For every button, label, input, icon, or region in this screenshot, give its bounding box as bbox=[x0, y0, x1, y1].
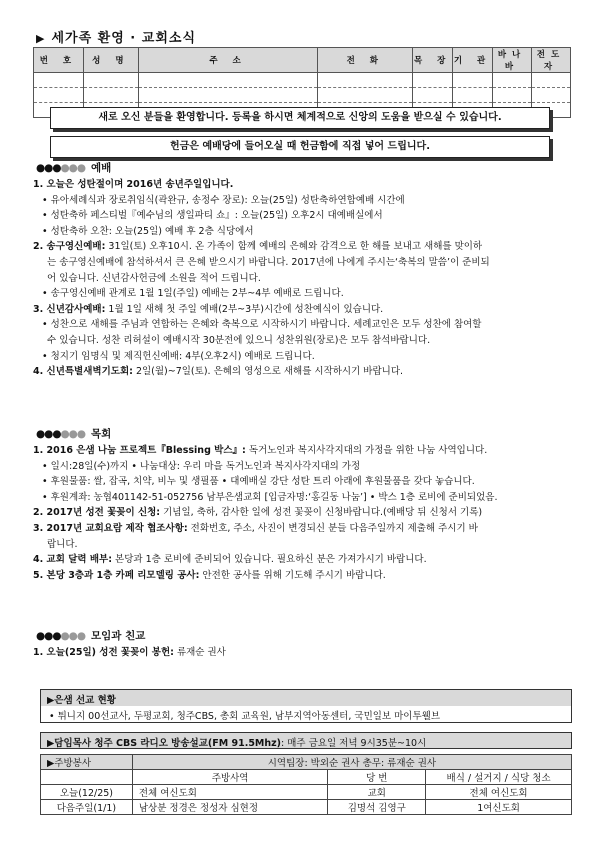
list-item: 1. 오늘(25일) 성전 꽃꽂이 봉헌: 류재순 권사 bbox=[33, 647, 226, 658]
list-item: • 후원계좌: 농협401142-51-052756 남부은샘교회 [입금자명:‘홍길동 나눔’] • 박스 1층 로비에 준비되었음. bbox=[42, 491, 498, 503]
radio-value: : 매주 금요일 저녁 9시35분~10시 bbox=[281, 738, 427, 749]
dots-icon: ●●●●●● bbox=[36, 162, 85, 174]
row-date: 다음주일(1/1) bbox=[41, 800, 133, 815]
registration-blank-cell bbox=[493, 73, 532, 88]
column-serve: 배식 / 설거지 / 식당 청소 bbox=[426, 770, 572, 785]
registration-column-header: 전도자 bbox=[532, 48, 571, 73]
fellowship-list bbox=[33, 645, 578, 661]
section-title: ▶ 세가족 환영 · 교회소식 bbox=[36, 31, 197, 46]
registration-blank-cell bbox=[34, 88, 84, 103]
registration-blank-cell bbox=[453, 88, 493, 103]
registration-blank-cell bbox=[493, 88, 532, 103]
registration-column-header: 목 장 bbox=[413, 48, 453, 73]
kitchen-service-table bbox=[40, 754, 572, 815]
item-lead: 1. 2016 은샘 나눔 프로젝트『Blessing 박스』: bbox=[33, 445, 246, 456]
registration-blank-cell bbox=[318, 73, 413, 88]
list-item: • 송구영신예배 관계로 1월 1일(주일) 예배는 2부~4부 예배로 드립니다. bbox=[42, 288, 344, 300]
registration-blank-cell bbox=[413, 88, 453, 103]
list-item: • 청지기 임명식 및 제직헌신예배: 4부(오후2시) 예배로 드립니다. bbox=[42, 350, 315, 362]
item-lead: 2. 2017년 성전 꽃꽂이 신청: bbox=[33, 507, 161, 519]
registration-column-header: 바나바 bbox=[493, 48, 532, 73]
list-item: 5. 본당 3층과 1층 카페 리모델링 공사: 안전한 공사를 위해 기도해 주시기 바랍니다. bbox=[33, 569, 386, 581]
radio-bar bbox=[40, 732, 572, 749]
list-item: • 성탄축하 오찬: 오늘(25일) 예배 후 2층 식당에서 bbox=[42, 225, 254, 237]
list-item: 2. 2017년 성전 꽃꽂이 신청: 기념일, 축하, 감사한 일에 성전 꽃꽂이 신청바랍니다.(예배당 뒤 신청서 기록) bbox=[33, 507, 483, 519]
table-row bbox=[41, 785, 572, 800]
item-lead: 2. 송구영신예배: bbox=[33, 241, 106, 253]
missions-body: • 튀니지 00선교사, 두평교회, 청주CBS, 총회 교육원, 남부지역아동센터, 국민일보 마이투웰브 bbox=[49, 711, 441, 722]
triangle-icon: ▶ bbox=[36, 32, 46, 45]
row-serve: 전체 여신도회 bbox=[426, 785, 572, 800]
registration-blank-cell bbox=[83, 73, 138, 88]
list-item: 수 있습니다. 성찬 리허설이 예배시작 30분전에 있으니 성찬위원(장로)은 모두 참석바랍니다. bbox=[47, 334, 431, 346]
service-title-row bbox=[41, 755, 572, 770]
row-duty: 김명석 김영구 bbox=[328, 800, 426, 815]
item-lead: 5. 본당 3층과 1층 카페 리모델링 공사: bbox=[33, 569, 200, 581]
registration-blank-cell bbox=[532, 88, 571, 103]
list-item: 4. 신년특별새벽기도회: 2일(월)~7일(토). 은혜의 영성으로 새해를 시작하시기 바랍니다. bbox=[33, 366, 404, 378]
list-item: • 유아세례식과 장로취임식(곽완규, 송정수 장로): 오늘(25일) 성탄축하연합예배 시간에 bbox=[42, 194, 405, 206]
list-item: 1. 2016 은샘 나눔 프로젝트『Blessing 박스』: 독거노인과 복지사각지대의 가정을 위한 나눔 사역입니다. bbox=[33, 445, 488, 456]
list-item: • 후원물품: 쌀, 잡곡, 치약, 비누 및 생필품 • 대예배실 강단 성탄 트리 아래에 후원물품을 갖다 놓습니다. bbox=[42, 476, 475, 488]
column-duty: 당 번 bbox=[328, 770, 426, 785]
list-item: • 성탄축하 페스티벌『예수님의 생일파티 쇼』: 오늘(25일) 오후2시 대예배실에서 bbox=[42, 210, 383, 222]
registration-column-header: 전 화 bbox=[318, 48, 413, 73]
mokhoe-heading: ●●●●●● 목회 bbox=[36, 428, 112, 440]
registration-blank-cell bbox=[532, 73, 571, 88]
item-lead: 4. 신년특별새벽기도회: bbox=[33, 366, 133, 378]
registration-column-header: 주 소 bbox=[138, 48, 318, 73]
worship-list bbox=[33, 177, 578, 380]
row-kitchen: 전체 여신도회 bbox=[132, 785, 328, 800]
offering-notice: 헌금은 예배당에 들어오실 때 헌금함에 직접 넣어 드립니다. bbox=[50, 136, 550, 158]
missions-box bbox=[40, 689, 572, 723]
list-item: 3. 신년감사예배: 1월 1일 새해 첫 주일 예배(2부~3부)시간에 성찬예식이 있습니다. bbox=[33, 303, 384, 315]
missions-heading: ▶은샘 선교 현황 bbox=[41, 690, 571, 706]
list-item: • 일시:28일(수)까지 • 나눔대상: 우리 마을 독거노인과 복지사각지대의 가정 bbox=[42, 460, 361, 472]
item-lead: 3. 신년감사예배: bbox=[33, 303, 106, 315]
registration-blank-row bbox=[34, 88, 571, 103]
row-serve: 1여신도회 bbox=[426, 800, 572, 815]
welcome-notice: 새로 오신 분들을 환영합니다. 등록을 하시면 체계적으로 신앙의 도움을 받으실 수 있습니다. bbox=[50, 107, 550, 129]
list-item: 3. 2017년 교회요람 제작 협조사항: 전화번호, 주소, 사진이 변경되신 분들 다음주일까지 제출해 주시기 바 bbox=[33, 522, 478, 534]
registration-blank-cell bbox=[138, 73, 318, 88]
list-item: 1. 오늘은 성탄절이며 2016년 송년주일입니다. bbox=[33, 179, 234, 190]
row-date: 오늘(12/25) bbox=[41, 785, 133, 800]
row-duty: 교회 bbox=[328, 785, 426, 800]
registration-blank-cell bbox=[413, 73, 453, 88]
registration-blank-cell bbox=[83, 88, 138, 103]
row-kitchen: 남상분 정경은 정성자 심현정 bbox=[132, 800, 328, 815]
item-lead: 4. 교회 달력 배부: bbox=[33, 554, 113, 566]
list-item: 2. 송구영신예배: 31일(토) 오후10시. 온 가족이 함께 예배의 은혜와 감격으로 한 해를 보내고 새해를 맞이하 bbox=[33, 241, 483, 253]
fellowship-heading: ●●●●●● 모임과 친교 bbox=[36, 630, 146, 642]
registration-column-header: 기 관 bbox=[453, 48, 493, 73]
mokhoe-list bbox=[33, 443, 578, 583]
dots-icon: ●●●●●● bbox=[36, 630, 85, 642]
radio-label: ▶담임목사 청주 CBS 라디오 방송설교(FM 91.5Mhz) bbox=[47, 738, 282, 749]
service-blank-cell bbox=[41, 770, 133, 785]
registration-header-row bbox=[34, 48, 571, 73]
dots-icon: ●●●●●● bbox=[36, 428, 85, 440]
registration-blank-cell bbox=[318, 88, 413, 103]
item-lead: 1. 오늘(25일) 성전 꽃꽂이 봉헌: bbox=[33, 647, 174, 658]
list-item: 4. 교회 달력 배부: 본당과 1층 로비에 준비되어 있습니다. 필요하신 분은 가져가시기 바랍니다. bbox=[33, 554, 427, 566]
list-item: 는 송구영신예배에 참석하셔서 큰 은혜 받으시기 바랍니다. 2017년에 나에게 주시는‘축복의 말씀’이 준비되 bbox=[47, 256, 490, 268]
worship-heading: ●●●●●● 예배 bbox=[36, 162, 112, 174]
table-row bbox=[41, 800, 572, 815]
registration-blank-cell bbox=[34, 73, 84, 88]
service-column-row bbox=[41, 770, 572, 785]
registration-column-header: 성 명 bbox=[83, 48, 138, 73]
list-item: 랍니다. bbox=[47, 538, 78, 550]
registration-blank-cell bbox=[453, 73, 493, 88]
registration-column-header: 번 호 bbox=[34, 48, 84, 73]
list-item: • 성찬으로 새해를 주님과 연합하는 은혜와 축복으로 시작하시기 바랍니다. 세례교인은 모두 성찬에 참여할 bbox=[42, 319, 482, 331]
item-lead: 3. 2017년 교회요람 제작 협조사항: bbox=[33, 522, 188, 534]
registration-blank-row bbox=[34, 73, 571, 88]
registration-blank-cell bbox=[138, 88, 318, 103]
column-kitchen: 주방사역 bbox=[132, 770, 328, 785]
list-item: 어 있습니다. 신년감사헌금에 소원을 적어 드립니다. bbox=[47, 272, 261, 284]
service-leaders: 시역팀장: 박외순 권사 총무: 류재순 권사 bbox=[132, 755, 571, 770]
service-heading: ▶주방봉사 bbox=[41, 755, 133, 770]
